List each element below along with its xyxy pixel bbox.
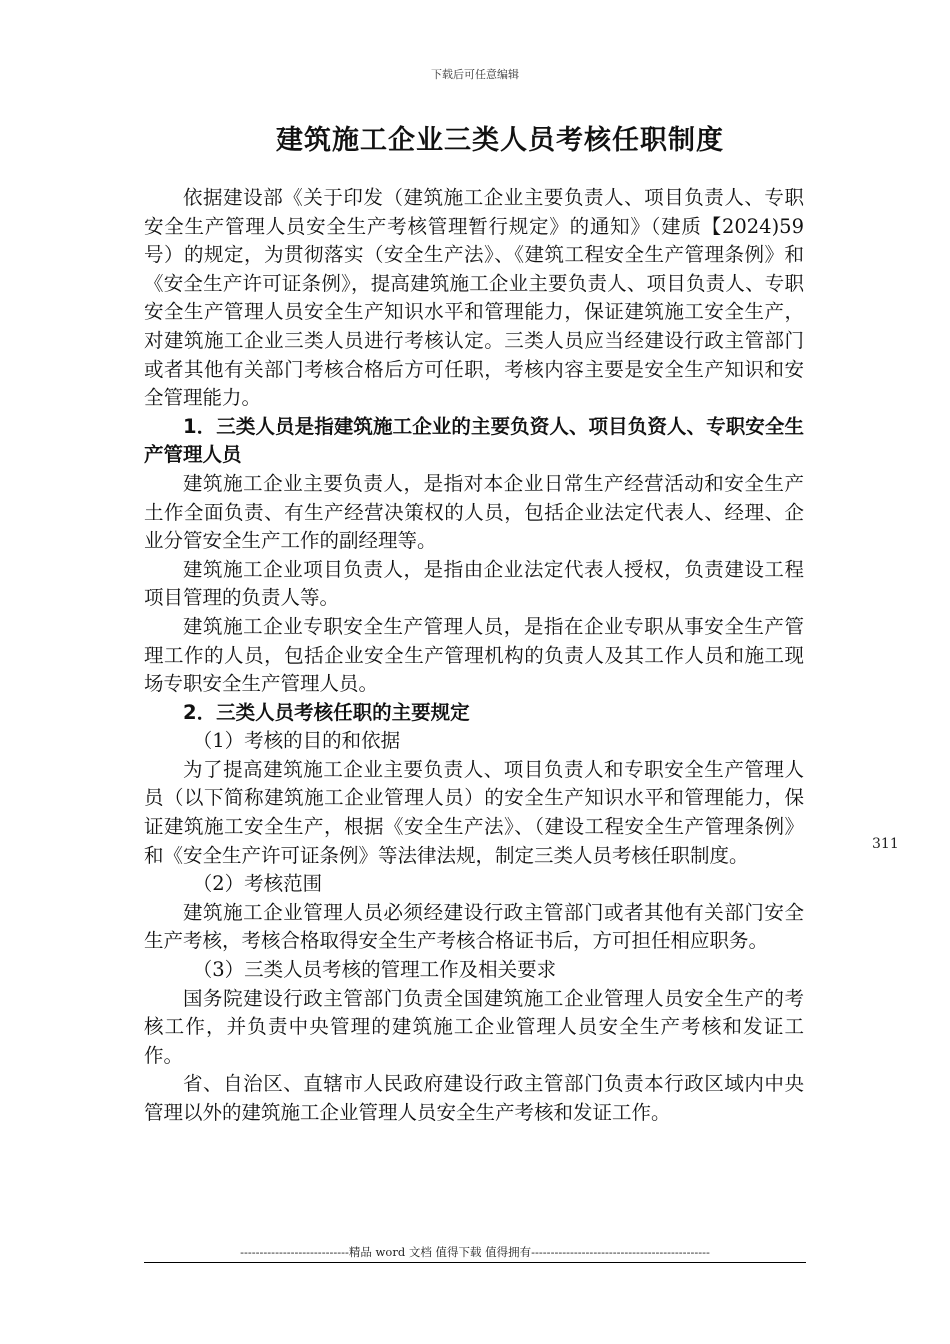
paragraph-main-responsible: 建筑施工企业主要负责人，是指对本企业日常生产经营活动和安全生产土作全面负责、有生产经营决策权的人员，包括企业法定代表人、经理、企业分管安全生产工作的副经理等。 — [144, 471, 804, 553]
footer-rule — [144, 1262, 806, 1263]
paragraph-provincial: 省、自治区、直辖市人民政府建设行政主管部门负责本行政区域内中央管理以外的建筑施工企业管理人员安全生产考核和发证工作。 — [144, 1072, 804, 1124]
page-number: 311 — [872, 836, 899, 852]
paragraph-intro: 依据建设部《关于印发（建筑施工企业主要负责人、项目负责人、专职安全生产管理人员安全生产考核管理暂行规定》的通知》（建质【2024)59号）的规定，为贯彻落实（安全生产法》、《建筑工程安全生产管理条例》和《安全生产许可证条例》，提高建筑施工企业主要负责人、项目负责人、专职安全生产管理人员安全生产知识水平和管理能力，保证建筑施工安全生产，对建筑施工企业三类人员进行考核认定。三类人员应当经建设行政主管部门或者其他有关部门考核合格后方可任职，考核内容主要是安全生产知识和安全管理能力。 — [144, 186, 804, 410]
paragraph-project-responsible: 建筑施工企业项目负责人，是指由企业法定代表人授权，负责建设工程项目管理的负责人等。 — [144, 557, 804, 610]
document-body — [144, 184, 804, 1128]
subheading-purpose: （1）考核的目的和依据 — [192, 729, 401, 753]
section-heading-1: 1．三类人员是指建筑施工企业的主要负资人、项目负资人、专职安全生产管理人员 — [144, 414, 804, 467]
section-heading-2: 2．三类人员考核任职的主要规定 — [183, 700, 470, 724]
header-note: 下载后可任意编辑 — [431, 68, 519, 81]
document-title: 建筑施工企业三类人员考核任职制度 — [276, 125, 724, 156]
paragraph-state-council: 国务院建设行政主管部门负责全国建筑施工企业管理人员安全生产的考核工作，并负责中央管理的建筑施工企业管理人员安全生产考核和发证工作。 — [144, 986, 804, 1067]
paragraph-safety-manager: 建筑施工企业专职安全生产管理人员，是指在企业专职从事安全生产管理工作的人员，包括企业安全生产管理机构的负责人及其工作人员和施工现场专职安全生产管理人员。 — [144, 614, 804, 696]
paragraph-purpose: 为了提高建筑施工企业主要负责人、项目负责人和专职安全生产管理人员（以下简称建筑施工企业管理人员）的安全生产知识水平和管理能力，保证建筑施工安全生产，根据《安全生产法》、（建设工程安全生产管理条例》和《安全生产许可证条例》等法律法规，制定三类人员考核任职制度。 — [144, 757, 804, 867]
paragraph-scope: 建筑施工企业管理人员必须经建设行政主管部门或者其他有关部门安全生产考核，考核合格取得安全生产考核合格证书后，方可担任相应职务。 — [144, 900, 804, 953]
subheading-scope: （2）考核范围 — [192, 872, 323, 896]
footer-note: ----------------------------精品 word 文档 值得下载 值得拥有---------------------------------------------- — [240, 1245, 710, 1259]
subheading-management: （3）三类人员考核的管理工作及相关要求 — [192, 958, 557, 982]
